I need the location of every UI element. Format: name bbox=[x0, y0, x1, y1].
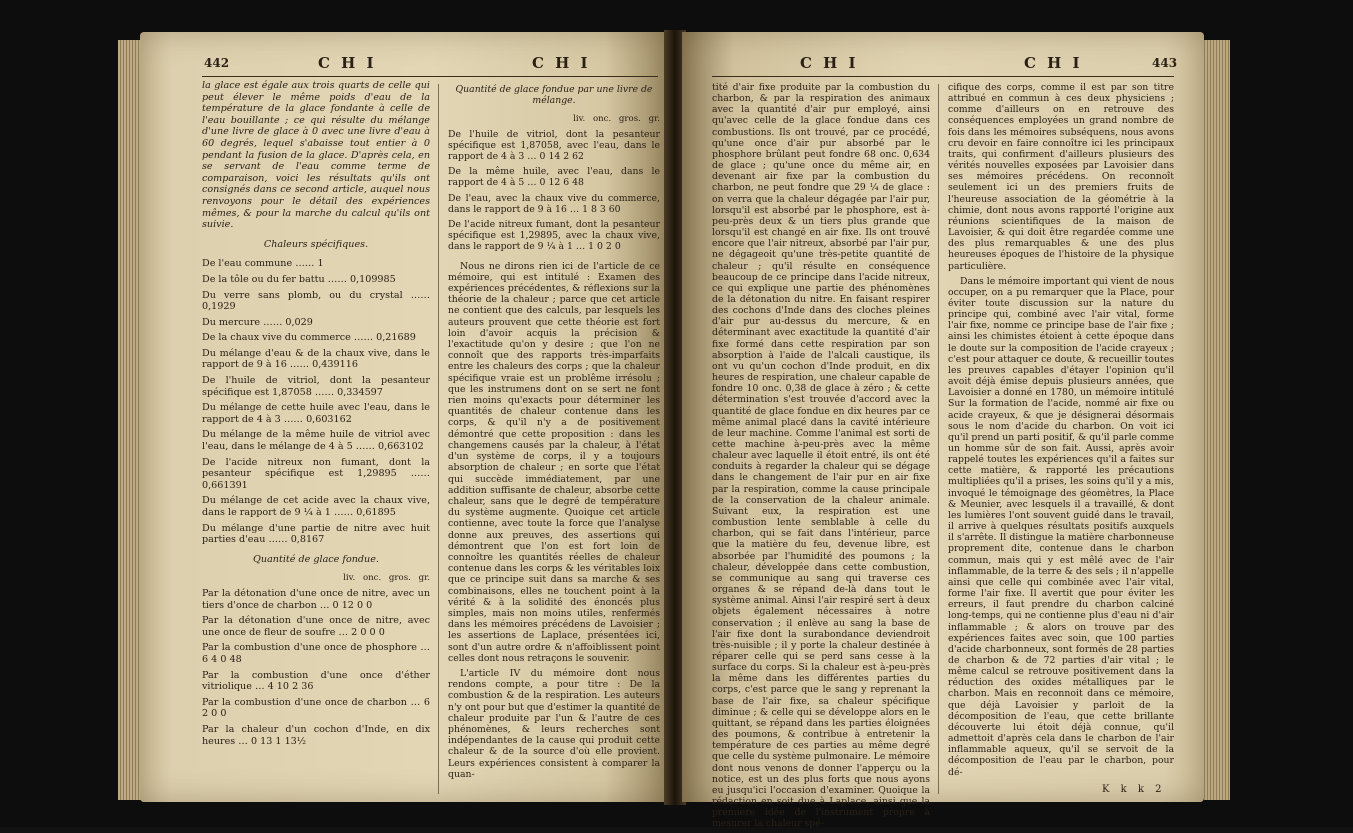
page-number: 442 bbox=[204, 56, 230, 70]
specific-heats-table bbox=[202, 258, 430, 545]
table-row: Par la combustion d'une once de phosphore … 6 4 0 48 bbox=[202, 642, 430, 665]
mixture-table bbox=[448, 129, 660, 253]
left-page bbox=[140, 32, 668, 802]
table-row: Du mélange de cette huile avec l'eau, dans le rapport de 4 à 3 …… 0,603162 bbox=[202, 402, 430, 425]
running-head-right-column: C H I bbox=[532, 54, 591, 72]
right-column-2 bbox=[948, 82, 1174, 782]
paragraph: Nous ne dirons rien ici de l'article de ce mémoire, qui est intitulé : Examen des expériences précédentes, & réflexions sur la théorie de la chaleur ; parce que cet article ne contient que des calculs, par lesquels les auteurs prouvent que cette théorie est fort loin d'avoir acquis la précision & l'exactitude qu'on y desire ; que l'on ne connoît que des rapports très-imparfaits entre les chaleurs des corps ; que la chaleur spécifique vraie est un problême irrésolu ; que les instrumens dont on se sert ne font rien moins qu'exacts pour déterminer les quantités de chaleur contenue dans les corps, & qu'il n'y a de positivement démontré que cette proposition : dans les changemens causés par la chaleur, à l'état d'un système de corps, il y a toujours absorption de chaleur ; en sorte que l'état qui succède immédiatement, par une addition suffisante de chaleur, absorbe cette chaleur, sans que le degré de température du système augmente. Quoique cet article contienne, avec toute la force que l'analyse donne aux preuves, des assertions qui démontrent que l'on est fort loin de connoître les quantités réelles de chaleur contenue dans les corps & les véritables loix que ce principe suit dans sa marche & ses combinaisons, elles ne touchent point à la vérité & à la solidité des énoncés plus simples, mais non moins utiles, renfermés dans les mémoires précédens de Lavoisier ; les assertions de Laplace, présentées ici, sont d'un autre ordre & n'affoiblissent point celles dont nous retraçons le souvenir. bbox=[448, 260, 660, 664]
running-head-right-column: C H I bbox=[1024, 54, 1083, 72]
left-column-2 bbox=[448, 80, 660, 784]
left-column-1 bbox=[202, 80, 430, 751]
paragraph: cifique des corps, comme il est par son titre attribué en commun à ces deux physiciens ; comme d'ailleurs on en retrouve des conséquences employées un grand nombre de fois dans les mémoires subséquens, nous avons cru devoir en faire connoître ici les principaux traits, qui confirment d'ailleurs plusieurs des vérités nouvelles exposées par Lavoisier dans ses mémoires précédens. On reconnoît seulement ici un des premiers fruits de l'heureuse association de la géométrie à la chimie, dont nous avons rapporté l'origine aux réunions scientifiques de la maison de Lavoisier, & qui doit être regardée comme une des plus remarquables & une des plus heureuses époques de l'histoire de la physique particulière. bbox=[948, 82, 1174, 272]
table-row: De la tôle ou du fer battu …… 0,109985 bbox=[202, 273, 396, 285]
paragraph: L'article IV du mémoire dont nous rendons compte, a pour titre : De la combustion & de la respiration. Les auteurs n'y ont pour but que d'estimer la quantité de chaleur produite par l'un & l'autre de ces phénomènes, & leurs recherches sont indépendantes de la cause qui produit cette chaleur & de la source d'où elle provient. Leurs expériences consistent à comparer la quan- bbox=[448, 667, 660, 780]
table-row: De l'huile de vitriol, dont la pesanteur spécifique est 1,87058 …… 0,334597 bbox=[202, 375, 430, 398]
right-column-1 bbox=[712, 82, 930, 833]
page-edges-right bbox=[1204, 40, 1230, 800]
table-row: De l'eau commune …… 1 bbox=[202, 258, 324, 270]
running-head: C H I bbox=[800, 54, 859, 72]
table-row: De l'acide nitreux non fumant, dont la pesanteur spécifique est 1,29895 …… 0,661391 bbox=[202, 456, 430, 491]
paragraph: tité d'air fixe produite par la combustion du charbon, & par la respiration des animaux avec la quantité d'air pur employé, ainsi qu'avec celle de la glace fondue dans ces combustions. Ils ont trouvé, par ce procédé, qu'une once d'air pur absorbé par le phosphore brûlant peut fondre 68 onc. 0,634 de glace ; qu'une once du même air, en devenant air fixe par la combustion du charbon, ne peut fondre que 29 ¼ de glace : on verra que la chaleur dégagée par l'air pur, lorsqu'il est absorbé par le phosphore, est à-peu-près deux & un tiers plus grande que lorsqu'il est changé en air fixe. Ils ont trouvé encore que l'air nitreux, absorbé par l'air pur, ne dégageoit qu'une très-petite quantité de chaleur ; qu'il résulte en conséquence beaucoup de ce principe dans l'acide nitreux, ce qui explique une partie des phénomènes de la détonation du nitre. En faisant respirer des cochons d'Inde dans des cloches pleines d'air pur au-dessus du mercure, & en déterminant avec exactitude la quantité d'air fixe formé dans cette respiration par son absorption à l'aide de l'alcali caustique, ils ont vu qu'un cochon d'Inde produit, en dix heures de respiration, une chaleur capable de fondre 10 onc. 0,38 de glace à zéro ; & cette détermination s'est trouvée d'accord avec la quantité de glace fondue en dix heures par ce même animal placé dans la cavité intérieure de leur machine. Comme l'animal est sorti de cette machine à-peu-près avec la même chaleur avec laquelle il étoit entré, ils ont été conduits à regarder la chaleur qui se dégage dans le changement de l'air pur en air fixe par la respiration, comme la cause principale de la conservation de la chaleur animale. Suivant eux, la respiration est une combustion lente semblable à celle du charbon, qui se fait dans l'intérieur, parce que la matière du feu, devenue libre, est absorbée par l'humidité des poumons ; la chaleur, développée dans cette combustion, se communique au sang qui traverse ces organes & se répand de-là dans tout le système animal. Ainsi l'air respiré sert à deux objets également nécessaires à notre conservation ; il enlève au sang la base de l'air fixe dont la surabondance deviendroit très-nuisible ; il y porte la chaleur destinée à réparer celle qui se perd sans cesse à la surface du corps. Si la chaleur est à-peu-près la même dans les différentes parties du corps, c'est parce que le sang y reprenant la base de l'air fixe, sa chaleur spécifique diminue ; & celle qui se développe alors en le quittant, se répand dans les parties éloignées des poumons, & contribue à entretenir la température de ces parties au même degré que celle du système pulmonaire. Le mémoire dont nous venons de donner l'apperçu ou la notice, est un des plus forts que nous ayons eu jusqu'ici l'occasion d'examiner. Quoique la rédaction en soit due à Laplace, ainsi que la première idée de l'instrument propre à mesurer la chaleur spé- bbox=[712, 82, 930, 830]
column-divider bbox=[938, 84, 939, 794]
units-header-2: liv. onc. gros. gr. bbox=[573, 114, 660, 125]
table-row: Par la combustion d'une once d'éther vitriolique … 4 10 2 36 bbox=[202, 669, 430, 693]
table-row: Du mercure …… 0,029 bbox=[202, 316, 313, 328]
column-divider bbox=[438, 84, 439, 794]
signature-mark: K k k 2 bbox=[1102, 784, 1166, 795]
running-head: C H I bbox=[318, 54, 377, 72]
table-row: Du verre sans plomb, ou du crystal …… 0,1929 bbox=[202, 289, 430, 313]
mixture-title: Quantité de glace fondue par une livre de mélange. bbox=[455, 84, 653, 107]
ice-melted-table bbox=[202, 588, 430, 747]
table-row: Du mélange de cet acide avec la chaux vive, dans le rapport de 9 ¼ à 1 …… 0,61895 bbox=[202, 495, 430, 518]
header-rule bbox=[202, 76, 658, 77]
table-row: De l'huile de vitriol, dont la pesanteur spécifique est 1,87058, avec l'eau, dans le rapport de 4 à 3 … 0 14 2 62 bbox=[448, 128, 660, 163]
table-row: Par la détonation d'une once de nitre, avec un tiers d'once de charbon … 0 12 0 0 bbox=[202, 587, 430, 611]
table-row: Du mélange d'une partie de nitre avec huit parties d'eau …… 0,8167 bbox=[202, 522, 430, 546]
specific-heats-title: Chaleurs spécifiques. bbox=[263, 238, 369, 250]
ice-melted-title: Quantité de glace fondue. bbox=[253, 553, 379, 565]
right-page bbox=[682, 32, 1204, 830]
table-row: De la même huile, avec l'eau, dans le rapport de 4 à 5 … 0 12 6 48 bbox=[448, 166, 660, 189]
units-header: liv. onc. gros. gr. bbox=[343, 573, 430, 584]
table-row: De l'eau, avec la chaux vive du commerce, dans le rapport de 9 à 16 … 1 8 3 60 bbox=[448, 192, 660, 215]
table-row: De l'acide nitreux fumant, dont la pesanteur spécifique est 1,29895, avec la chaux vive, dans le rapport de 9 ¼ à 1 … 1 0 2 0 bbox=[448, 219, 660, 253]
header-rule bbox=[712, 76, 1174, 77]
paragraph: Dans le mémoire important qui vient de nous occuper, on a pu remarquer que la Place, pour éviter toute discussion sur la nature du principe qui, combiné avec l'air vital, forme l'air fixe, nomme ce principe base de l'air fixe ; ainsi les chimistes étoient à cette époque dans le doute sur la composition de l'acide crayeux ; c'est pour attaquer ce doute, & recueillir toutes les preuves capables d'étayer l'opinion qu'il avoit déjà émise depuis plusieurs années, que Lavoisier a donné en 1780, un mémoire intitulé Sur la formation de l'acide, nommé air fixe ou acide crayeux, & que je désignerai désormais sous le nom d'acide du charbon. On voit ici qu'il prend un parti positif, & qu'il parle comme un homme sûr de son fait. Aussi, après avoir rappelé toutes les expériences qu'il a faites sur cette matière, & rapporté les précautions multipliées qu'il a prises, les soins qu'il y a mis, invoqué le témoignage des géomètres, la Place & Meunier, avec lesquels il a travaillé, & dont les lumières l'ont souvent guidé dans le travail, il arrive à quelques résultats positifs auxquels il s'arrête. Il distingue la matière charbonneuse proprement dite, contenue dans le charbon commun, mais qui y est mêlé avec de l'air inflammable, de la terre & des sels ; il n'appelle ainsi que celle qui combinée avec l'air vital, forme l'air fixe. Il avertit que pour éviter les erreurs, il faut prendre du charbon calciné long-temps, qui ne contienne plus d'eau ni d'air inflammable ; & alors on trouve par des expériences faites avec soin, que 100 parties d'acide charbonneux, sont formés de 28 parties de charbon & de 72 parties d'air vital ; le même calcul se retrouve positivement dans la réduction des oxides métalliques par le charbon. Mais en reconnoit dans ce mémoire, que déjà Lavoisier y parloit de la décomposition de l'eau, que cette brillante découverte lui étoit déjà connue, qu'il admettoit d'après cela dans le charbon de l'air inflammable aqueux, qu'il se servoit de la décomposition de l'eau par le charbon, pour dé- bbox=[948, 275, 1174, 778]
intro-paragraph: la glace est égale aux trois quarts de celle qui peut élever le même poids d'eau de la température de la glace fondante à celle de l'eau bouillante ; ce qui résulte du mélange d'une livre de glace à 0 avec une livre d'eau à 60 degrés, lequel s'abaisse tout entier à 0 pendant la fusion de la glace. D'après cela, en se servant de l'eau comme terme de comparaison, voici les résultats qu'ils ont consignés dans ce second article, auquel nous renvoyons pour le détail des expériences mêmes, & pour la marche du calcul qu'ils ont suivie. bbox=[202, 80, 430, 231]
table-row: Par la détonation d'une once de nitre, avec une once de fleur de soufre … 2 0 0 0 bbox=[202, 615, 430, 638]
page-edges-left bbox=[118, 40, 142, 800]
table-row: De la chaux vive du commerce …… 0,21689 bbox=[202, 332, 416, 344]
table-row: Par la chaleur d'un cochon d'Inde, en dix heures … 0 13 1 13½ bbox=[202, 723, 430, 747]
table-row: Du mélange de la même huile de vitriol avec l'eau, dans le mélange de 4 à 5 …… 0,663102 bbox=[202, 429, 430, 453]
table-row: Par la combustion d'une once de charbon … 6 2 0 0 bbox=[202, 696, 430, 720]
table-row: Du mélange d'eau & de la chaux vive, dans le rapport de 9 à 16 …… 0,439116 bbox=[202, 347, 430, 371]
page-number: 443 bbox=[1152, 56, 1178, 70]
